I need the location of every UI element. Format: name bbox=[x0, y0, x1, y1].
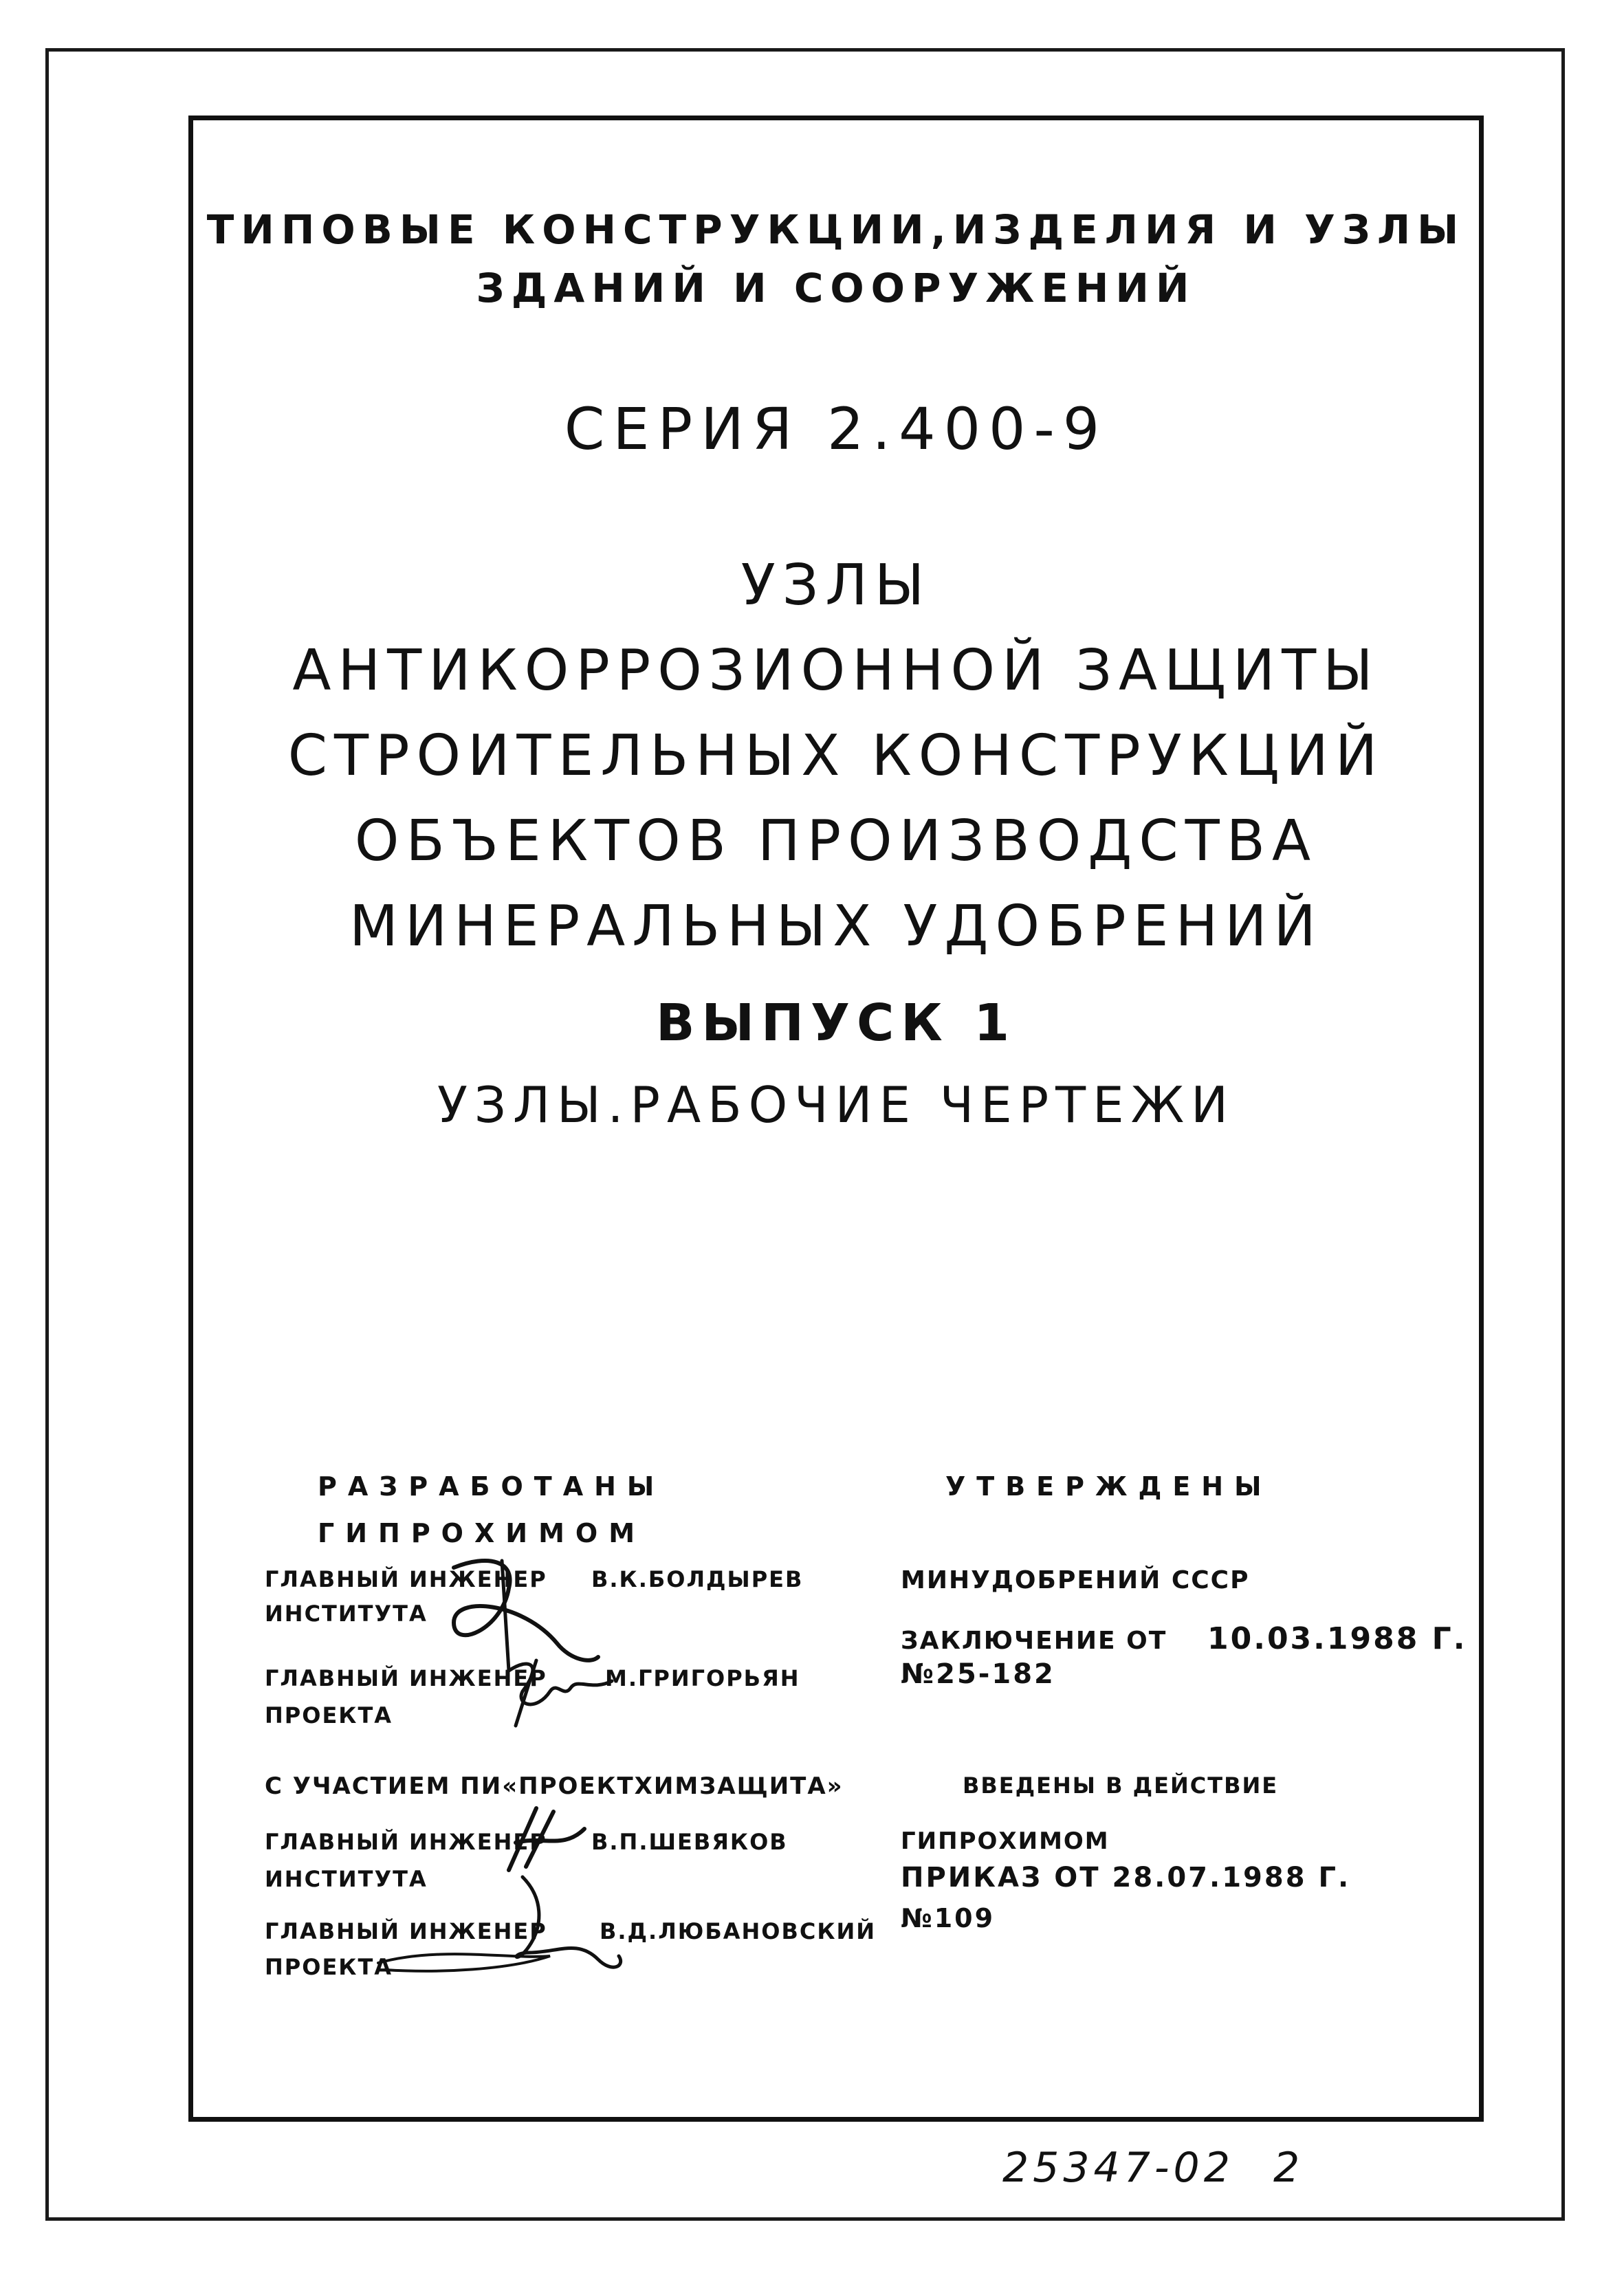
part-inst-role-1: ГЛАВНЫЙ ИНЖЕНЕР bbox=[265, 1829, 547, 1855]
approved-heading: УТВЕРЖДЕНЫ bbox=[945, 1471, 1273, 1502]
part-proj-name: В.Д.ЛЮБАНОВСКИЙ bbox=[600, 1918, 877, 1944]
series-number: СЕРИЯ 2.400-9 bbox=[564, 395, 1108, 463]
issue-subtitle: УЗЛЫ.РАБОЧИЕ ЧЕРТЕЖИ bbox=[437, 1076, 1236, 1134]
participation-line: С УЧАСТИЕМ ПИ«ПРОЕКТХИМЗАЩИТА» bbox=[265, 1772, 844, 1800]
signature-grigoryan bbox=[495, 1650, 619, 1733]
header-line-1: ТИПОВЫЕ КОНСТРУКЦИИ,ИЗДЕЛИЯ И УЗЛЫ bbox=[206, 206, 1466, 253]
part-inst-role-2: ИНСТИТУТА bbox=[265, 1866, 428, 1892]
developed-org: ГИПРОХИМОМ bbox=[318, 1518, 646, 1548]
title-line-3: СТРОИТЕЛЬНЫХ КОНСТРУКЦИЙ bbox=[287, 723, 1385, 789]
header-line-2: ЗДАНИЙ И СООРУЖЕНИЙ bbox=[476, 265, 1196, 311]
conclusion-number: №25-182 bbox=[901, 1658, 1055, 1690]
part-proj-role-1: ГЛАВНЫЙ ИНЖЕНЕР bbox=[265, 1918, 547, 1944]
enacted-org: ГИПРОХИМОМ bbox=[901, 1827, 1110, 1855]
title-line-5: МИНЕРАЛЬНЫХ УДОБРЕНИЙ bbox=[349, 894, 1323, 959]
order-line: ПРИКАЗ ОТ 28.07.1988 Г. bbox=[901, 1862, 1351, 1893]
chief-proj-role-1: ГЛАВНЫЙ ИНЖЕНЕР bbox=[265, 1665, 547, 1691]
conclusion-date: 10.03.1988 Г. bbox=[1207, 1621, 1467, 1656]
document-code: 25347-02 bbox=[1002, 2144, 1234, 2192]
chief-proj-name: М.ГРИГОРЬЯН bbox=[605, 1665, 800, 1691]
title-line-2: АНТИКОРРОЗИОННОЙ ЗАЩИТЫ bbox=[292, 638, 1380, 703]
approved-ministry: МИНУДОБРЕНИЙ СССР bbox=[901, 1566, 1250, 1594]
enacted-heading: ВВЕДЕНЫ В ДЕЙСТВИЕ bbox=[963, 1772, 1279, 1799]
order-number: №109 bbox=[901, 1903, 996, 1933]
conclusion-label: ЗАКЛЮЧЕНИЕ ОТ bbox=[901, 1627, 1167, 1655]
chief-proj-role-2: ПРОЕКТА bbox=[265, 1702, 393, 1728]
chief-inst-role-2: ИНСТИТУТА bbox=[265, 1601, 428, 1627]
chief-inst-name: В.К.БОЛДЫРЕВ bbox=[591, 1566, 804, 1592]
page-number: 2 bbox=[1273, 2144, 1304, 2192]
part-inst-name: В.П.ШЕВЯКОВ bbox=[591, 1829, 788, 1855]
developed-heading: РАЗРАБОТАНЫ bbox=[318, 1471, 666, 1502]
title-line-1: УЗЛЫ bbox=[740, 553, 932, 618]
title-line-4: ОБЪЕКТОВ ПРОИЗВОДСТВА bbox=[354, 809, 1318, 874]
part-proj-role-2: ПРОЕКТА bbox=[265, 1954, 393, 1980]
chief-inst-role-1: ГЛАВНЫЙ ИНЖЕНЕР bbox=[265, 1566, 547, 1592]
signature-lyubanovsky bbox=[371, 1870, 633, 1980]
issue-number: ВЫПУСК 1 bbox=[655, 993, 1017, 1053]
